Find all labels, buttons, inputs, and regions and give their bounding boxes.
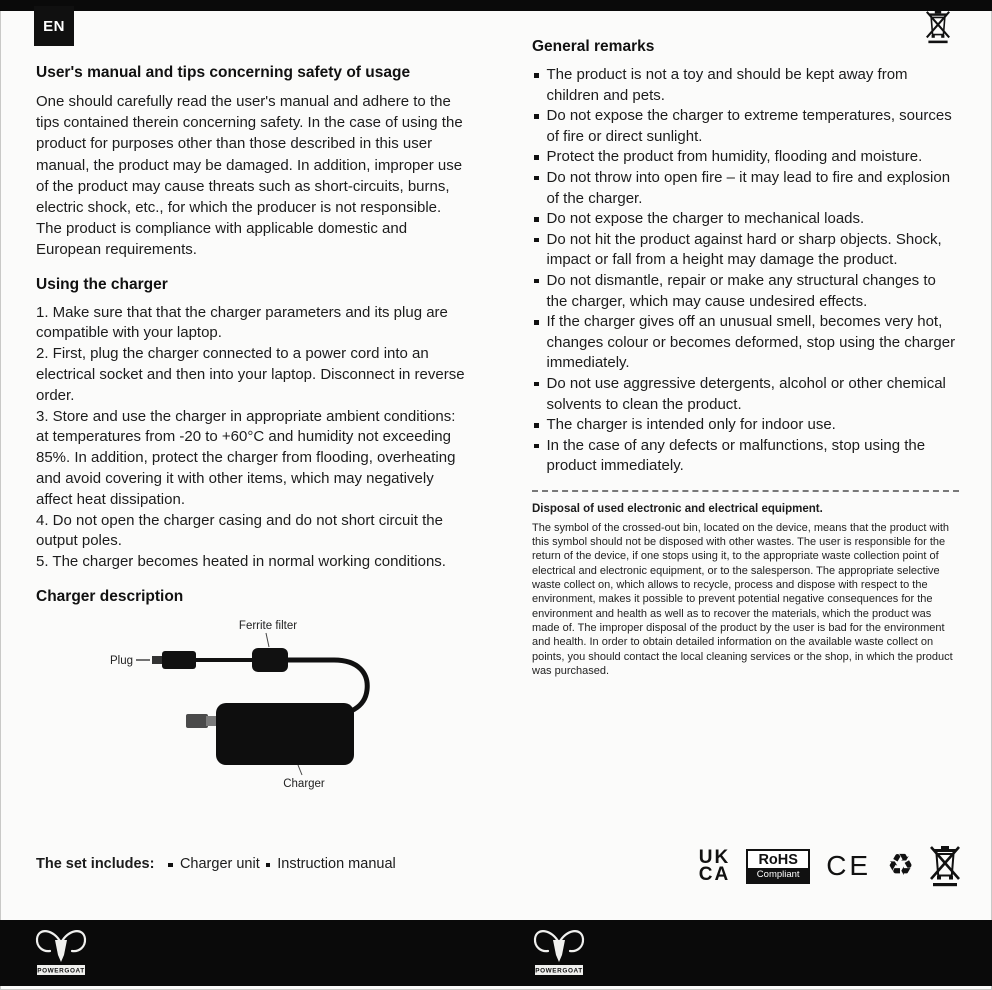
rohs-mark	[746, 849, 810, 884]
remark-text: Protect the product from humidity, flooding and moisture.	[546, 148, 923, 166]
safety-heading: User's manual and tips concerning safety of usage	[36, 64, 411, 81]
ce-mark: CE	[826, 850, 872, 881]
set-includes-label: The set includes:	[36, 856, 155, 872]
remark-text: Do not expose the charger to extreme temperatures, sources of fire or direct sunlight.	[546, 107, 952, 145]
bullet-square-icon	[534, 320, 539, 325]
plug-label: Plug	[109, 654, 133, 667]
footer-bar	[0, 920, 992, 986]
bullet-square-icon	[534, 444, 539, 449]
remark-text: In the case of any defects or malfunctions, stop using the product immediately.	[546, 436, 926, 475]
remark-item	[532, 106, 959, 147]
remark-text: Do not throw into open fire – it may lead to fire and explosion of the charger.	[546, 168, 951, 207]
remark-text: Do not use aggressive detergents, alcohol or other chemical solvents to clean the product.	[546, 374, 946, 413]
remark-item	[532, 312, 959, 374]
powergoat-wordmark: POWERGOAT	[535, 967, 583, 975]
remark-text: The product is not a toy and should be kept away from children and pets.	[546, 66, 908, 104]
remark-item	[532, 209, 959, 230]
using-step: 3. Store and use the charger in appropriate ambient conditions: at temperatures from -20 to +60°C and humidity not exceeding 85%. In addition, protect the charger from flooding, overheating and avoid covering it with other items, which may negatively affect heat dissipation.	[36, 407, 456, 508]
set-item: Instruction manual	[277, 856, 396, 872]
recycle-icon: ♻	[887, 849, 914, 882]
rohs-compliant-label: Compliant	[748, 868, 808, 882]
remark-item	[532, 374, 959, 415]
powergoat-wordmark: POWERGOAT	[37, 967, 85, 975]
charger-diagram-svg	[36, 615, 468, 795]
using-step: 5. The charger becomes heated in normal working conditions.	[36, 553, 446, 571]
plug-tip	[152, 656, 162, 664]
using-step: 2. First, plug the charger connected to a power cord into an electrical socket and then into your laptop. Disconnect in reverse order.	[36, 345, 465, 404]
bullet-square-icon	[534, 279, 539, 284]
bullet-square-icon	[534, 238, 539, 243]
goat-head	[55, 940, 67, 962]
bullet-square-icon	[534, 114, 539, 119]
dashed-divider	[532, 490, 959, 492]
charger-label: Charger	[283, 777, 325, 790]
ferrite-filter	[252, 648, 288, 672]
ukca-mark	[699, 849, 730, 883]
top-black-bar	[0, 0, 992, 11]
remark-item	[532, 168, 959, 209]
left-column	[36, 64, 469, 800]
general-remarks-list	[532, 65, 959, 477]
weee-bin-icon	[930, 845, 960, 887]
bullet-square-icon	[266, 863, 271, 868]
ferrite-filter-label: Ferrite filter	[238, 619, 298, 632]
remark-text: Do not dismantle, repair or make any structural changes to the charger, which may cause undesired effects.	[546, 271, 936, 310]
using-step: 4. Do not open the charger casing and do not short circuit the output poles.	[36, 511, 443, 550]
bullet-square-icon	[168, 863, 173, 868]
language-badge	[34, 6, 74, 46]
using-charger-heading: Using the charger	[36, 275, 168, 293]
bullet-square-icon	[534, 73, 539, 78]
rohs-label: RoHS	[758, 851, 798, 868]
language-badge-label: EN	[43, 17, 65, 35]
remark-item	[532, 65, 959, 106]
set-item: Charger unit	[179, 856, 260, 872]
dc-connector	[186, 714, 208, 728]
bullet-square-icon	[534, 423, 539, 428]
using-step: 1. Make sure that that the charger parameters and its plug are compatible with your laptop.	[36, 303, 448, 342]
charger-diagram	[36, 615, 469, 800]
remark-item	[532, 230, 959, 271]
goat-head	[553, 940, 565, 962]
bullet-square-icon	[534, 217, 539, 222]
charger-brick	[216, 703, 354, 765]
charger-description-heading: Charger description	[36, 587, 184, 605]
disposal-paragraph: The symbol of the crossed-out bin, located on the device, means that the product with this symbol should not be disposed with other wastes. The user is responsible for the return of the device, if one stops using it, to the appropriate waste collection point of electrical and electronic equipment, or to the salesperson. The appropriate selective waste collect on, which allows to recycle, process and dispose with respect to the environment, makes it possible to prevent potential negative consequences for the environment and health as well as to recover the materials, which the product was made of. The improper disposal of the product by the user is bad for the environment and health. In order to obtain detailed information on the available waste collect on points, you should contact the local cleaning services or the shop, in which the product was purchased.	[532, 521, 953, 677]
disposal-heading: Disposal of used electronic and electrical equipment.	[532, 502, 823, 515]
plug-body	[162, 651, 196, 669]
powergoat-logo	[528, 925, 590, 979]
powergoat-logo	[30, 925, 92, 979]
remark-item	[532, 147, 959, 168]
ukca-bottom: CA	[698, 864, 731, 885]
certification-marks	[699, 845, 960, 887]
remark-text: If the charger gives off an unusual smell, becomes very hot, changes colour or becomes deformed, stop using the charger immediately.	[546, 313, 956, 372]
remark-text: Do not expose the charger to mechanical loads.	[546, 210, 865, 228]
remark-item	[532, 415, 959, 436]
general-remarks-heading: General remarks	[532, 38, 655, 55]
set-includes-line	[36, 856, 396, 872]
remark-item	[532, 436, 959, 477]
safety-paragraph: One should carefully read the user's manual and adhere to the tips contained therein concerning safety. In the case of using the product for purposes other than those described in this user manual, the product may be damaged. In addition, improper use of the product may cause threats such as short-circuits, burns, electric shock, etc., for which the producer is not responsible. The product is compliance with applicable domestic and European requirements.	[36, 93, 463, 259]
remark-text: Do not hit the product against hard or sharp objects. Shock, impact or fall from a height may damage the product.	[546, 230, 942, 269]
remark-item	[532, 271, 959, 312]
bullet-square-icon	[534, 155, 539, 160]
bullet-square-icon	[534, 176, 539, 181]
remark-text: The charger is intended only for indoor use.	[546, 416, 836, 434]
ukca-top: UK	[698, 847, 731, 868]
bullet-square-icon	[534, 382, 539, 387]
right-column	[532, 38, 959, 678]
